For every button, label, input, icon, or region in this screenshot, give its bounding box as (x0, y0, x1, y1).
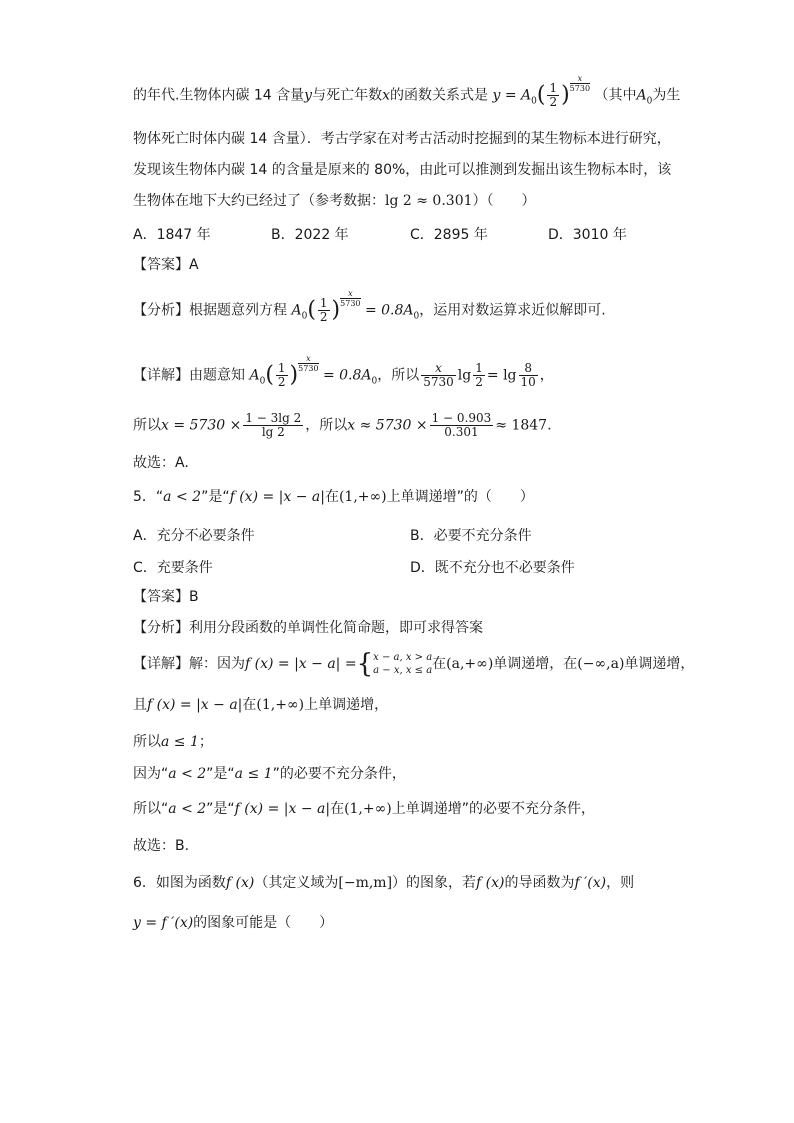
math-interval: (1,+∞) (256, 697, 305, 713)
math-lg2: lg 2 ≈ 0.301 (385, 193, 473, 209)
paren-close: ) (561, 82, 570, 108)
q4-answer: 【答案】A (133, 257, 199, 273)
frac-den: 2 (277, 375, 286, 389)
paren-open: ( (536, 82, 546, 108)
math-lg: lg (457, 367, 472, 384)
math-interval: (1,+∞) (344, 801, 392, 817)
option-c: C．充要条件 (133, 560, 213, 576)
frac-num: 1 − 0.903 (431, 411, 492, 425)
exp-num: x (298, 354, 318, 364)
frac-den: 10 (520, 375, 536, 389)
paren-close: ) (289, 362, 299, 388)
frac-num: 1 (549, 81, 558, 95)
text: 因为“ (133, 766, 169, 782)
q4-line-2: 物体死亡时体内碳 14 含量）．考古学家在对考古活动时挖掘到的某生物标本进行研究， (133, 131, 671, 147)
sub: 0 (413, 311, 420, 322)
math: a ≤ 1 (234, 766, 273, 782)
math-f: f (x) = |x − a| = (245, 656, 357, 672)
math-result: ≈ 1847. (495, 417, 552, 434)
option-d: D．既不充分也不必要条件 (410, 560, 575, 576)
text: ，运用对数运算求近似解即可. (419, 302, 606, 319)
frac-num: 1 − 3lg 2 (245, 411, 302, 425)
math-a: A (249, 367, 260, 384)
q5-choose: 故选：B. (133, 838, 190, 854)
frac-num: x (421, 362, 456, 376)
frac-num: 8 (519, 362, 538, 376)
q6-stem-1 (133, 874, 634, 892)
text: ”是“ (201, 489, 230, 505)
math-interval: (a,+∞) (446, 656, 494, 672)
case-1: x − a, x > a (373, 652, 433, 663)
text: ，则 (606, 875, 635, 891)
math: a < 2 (168, 766, 207, 782)
math-f: f (x) (225, 875, 255, 891)
frac-num: 1 (475, 361, 483, 375)
text: 为生 (652, 87, 681, 104)
fraction-8-10 (519, 362, 538, 389)
q4-analysis (133, 289, 606, 325)
text: ”是“ (206, 801, 235, 817)
text: 【详解】由题意知 (133, 367, 245, 384)
q5-answer: 【答案】B (133, 589, 199, 605)
exponent (570, 74, 590, 93)
frac-den: 0.301 (444, 425, 479, 439)
exponent (340, 289, 360, 308)
math-a: A (291, 302, 302, 319)
q4-detail (133, 354, 554, 390)
math-y-fprime: y = f ′(x) (133, 915, 194, 931)
q5-stem (133, 488, 534, 506)
math-f: f (x) = |x − a| (229, 489, 325, 505)
q5-line-4 (133, 765, 406, 783)
fraction-2 (430, 412, 494, 439)
q4-choose: 故选：A. (133, 455, 189, 471)
text: 所以 (133, 417, 161, 434)
text: ， (539, 367, 554, 384)
text: 【分析】根据题意列方程 (133, 302, 287, 319)
text: ”的必要不充分条件， (272, 766, 406, 782)
text: 上单调递增”的（ ） (386, 489, 534, 505)
text: 上单调递增， (304, 697, 389, 713)
fraction-x-5730 (421, 362, 456, 389)
math-x: x (382, 87, 390, 104)
frac-num: 1 (277, 361, 286, 375)
frac-den: 2 (319, 310, 328, 324)
math-cond: a < 2 (163, 489, 202, 505)
text: 在 (324, 489, 339, 505)
formula-lhs: y = A (492, 87, 532, 104)
text: 在 (330, 801, 345, 817)
brace: { (356, 649, 374, 679)
text: 单调递增，在 (493, 656, 578, 672)
case-2: a − x, x ≤ a (373, 665, 433, 676)
fraction-half (276, 362, 288, 389)
exp-den: 5730 (569, 84, 591, 93)
frac-den: 2 (475, 375, 483, 389)
text: ）（ ） (472, 193, 536, 209)
text: 上单调递增”的必要不充分条件， (391, 801, 596, 817)
exponent (298, 354, 318, 373)
math-eq: = 0.8A (322, 367, 372, 384)
math-f: f (x) = |x − a| (147, 697, 243, 713)
q5-line-2 (133, 696, 388, 714)
text: 所以 (133, 734, 161, 750)
text: 且 (133, 697, 147, 713)
frac-den: lg 2 (261, 425, 285, 439)
option-b: B．2022 年 (271, 227, 349, 243)
exp-num: x (340, 289, 360, 299)
math-a0: A (636, 87, 647, 104)
math-y: y (304, 87, 313, 104)
q4-line-3: 发现该生物体内碳 14 的含量是原来的 80%，由此可以推测到发掘出该生物标本时，该 (133, 162, 672, 178)
math-eq: x ≈ 5730 × (347, 417, 428, 434)
sub: 0 (259, 376, 266, 387)
frac-den: 2 (549, 95, 558, 109)
math-eq: x = 5730 × (161, 417, 242, 434)
fraction-half (473, 362, 485, 389)
text: 单调递增， (624, 656, 695, 672)
math-f: f (x) (476, 875, 505, 891)
text: 生物体在地下大约已经过了（参考数据： (133, 193, 385, 209)
q4-line-1 (133, 74, 681, 110)
frac-num: 1 (319, 296, 328, 310)
text: ； (198, 734, 213, 750)
q5-line-3 (133, 733, 213, 751)
math-interval: (1,+∞) (338, 489, 387, 505)
math: a < 2 (168, 801, 207, 817)
math-interval: (−∞,a) (577, 656, 625, 672)
formula-sub: 0 (531, 96, 537, 107)
text: （其定义域为 (254, 875, 339, 891)
math-eq: = 0.8A (364, 302, 414, 319)
paren-open: ( (265, 362, 274, 388)
option-c: C．2895 年 (410, 227, 488, 243)
text: ”是“ (206, 766, 235, 782)
text: 的导函数为 (504, 875, 575, 891)
text: （其中 (594, 87, 637, 104)
sub: 0 (301, 311, 308, 322)
math: a ≤ 1 (161, 734, 199, 750)
piecewise-cases (373, 651, 432, 677)
exp-den: 5730 (298, 364, 319, 373)
paren-close: ) (331, 297, 341, 323)
text: 与死亡年数 (312, 87, 383, 104)
fraction-1 (243, 412, 303, 439)
sub: 0 (371, 376, 378, 387)
text: 6．如图为函数 (133, 875, 226, 891)
text: 在 (432, 656, 447, 672)
paren-open: ( (307, 297, 316, 323)
sub: 0 (646, 96, 653, 107)
fraction-half (547, 82, 559, 109)
option-a: A．充分不必要条件 (133, 528, 255, 544)
option-a: A．1847 年 (133, 227, 211, 243)
q5-detail (133, 651, 694, 677)
exp-num: x (570, 74, 590, 84)
text: ，所以 (377, 367, 420, 384)
text: 所以“ (133, 801, 169, 817)
math-fprime: f ′(x) (574, 875, 607, 891)
q6-stem-2 (133, 914, 333, 932)
math-f: f (x) = |x − a| (234, 801, 331, 817)
text: 的函数关系式是 (390, 87, 488, 104)
q4-so-line (133, 412, 552, 439)
exp-den: 5730 (340, 299, 361, 308)
option-b: B．必要不充分条件 (410, 528, 532, 544)
text: 在 (242, 697, 257, 713)
math-domain: [−m,m] (338, 875, 393, 891)
option-d: D．3010 年 (548, 227, 627, 243)
fraction-half (318, 297, 330, 324)
text: 的年代.生物体内碳 14 含量 (133, 87, 305, 104)
text: 5．“ (133, 489, 164, 505)
text: ，所以 (305, 417, 348, 434)
frac-den: 5730 (423, 375, 454, 389)
math-eq: = lg (486, 367, 517, 384)
q4-line-4 (133, 192, 536, 210)
text: 的图象可能是（ ） (193, 915, 334, 931)
q5-line-5 (133, 800, 595, 818)
text: 【详解】解：因为 (133, 656, 245, 672)
q5-analysis: 【分析】利用分段函数的单调性化简命题，即可求得答案 (133, 620, 483, 636)
text: ）的图象，若 (392, 875, 477, 891)
